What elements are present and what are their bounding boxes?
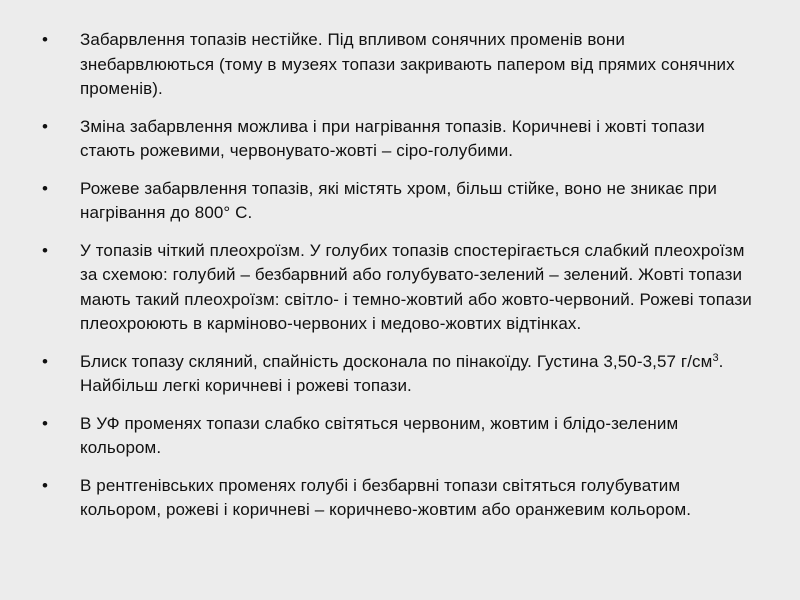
bullet-icon: • <box>42 413 49 433</box>
list-item-text: В рентгенівських променях голубі і безбарвні топази світяться голубуватим кольором, рожеві і коричневі – коричнево-жовтим або оранжевим кольором. <box>80 475 692 519</box>
list-item-text <box>80 350 762 399</box>
list-item-text: В УФ променях топази слабко світяться червоним, жовтим і блідо-зеленим кольором. <box>80 413 679 457</box>
list-item <box>42 350 762 399</box>
bullet-list <box>42 28 762 536</box>
list-item-text-tail: . Найбільш легкі коричневі і рожеві топази. <box>80 351 724 395</box>
list-item-text: У топазів чіткий плеохроїзм. У голубих топазів спостерігається слабкий плеохроїзм за схемою: голубий – безбарвний або голубувато-зелений – зелений. Жовті топази мають такий плеохроїзм: світло- і темно-жовтий або жовто-червоний. Рожеві топази плеохроюють в карміново-червоних і медово-жовтих відтінках. <box>80 240 752 333</box>
list-item <box>42 177 762 226</box>
list-item-text: Рожеве забарвлення топазів, які містять хром, більш стійке, воно не зникає при нагрівання до 800° С. <box>80 178 717 222</box>
list-item-text: Забарвлення топазів нестійке. Під впливом сонячних променів вони знебарвлюються (тому в музеях топази закривають папером від прямих сонячних променів). <box>80 30 735 98</box>
bullet-icon: • <box>42 475 49 495</box>
list-item-text: Зміна забарвлення можлива і при нагрівання топазів. Коричневі і жовті топази стають рожевими, червонувато-жовті – сіро-голубими. <box>80 116 705 160</box>
bullet-icon: • <box>42 30 49 49</box>
bullet-icon: • <box>42 240 49 260</box>
list-item <box>42 412 762 461</box>
superscript: 3 <box>712 351 719 364</box>
list-item <box>42 239 762 337</box>
list-item <box>42 28 762 102</box>
bullet-icon: • <box>42 178 49 198</box>
bullet-icon: • <box>42 116 49 136</box>
list-item <box>42 474 762 523</box>
list-item <box>42 115 762 164</box>
bullet-icon: • <box>42 351 49 371</box>
list-item-text-main: Блиск топазу скляний, спайність досконала по пінакоїду. Густина 3,50-3,57 г/см <box>80 351 713 371</box>
